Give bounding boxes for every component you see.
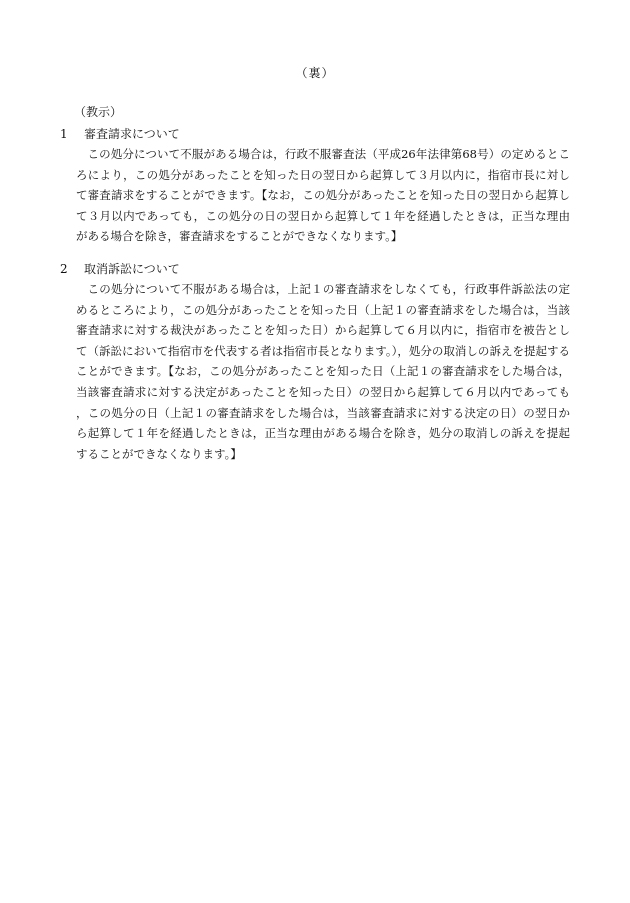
page-side-label: （裏） bbox=[295, 66, 335, 80]
section-revocation-suit bbox=[60, 259, 570, 464]
section-heading bbox=[60, 124, 570, 144]
section-title: 取消訴訟について bbox=[84, 262, 180, 276]
section-heading bbox=[60, 259, 570, 279]
section-body: この処分について不服がある場合は，上記１の審査請求をしなくても，行政事件訴訟法の定めるところにより，この処分があったことを知った日（上記１の審査請求をした場合は，当該審査請求に対する裁決があったことを知った日）から起算して６月以内に，指宿市を被告として（訴訟において指宿市を代表する者は指宿市長となります。），処分の取消しの訴えを提起することができます。【なお，この処分があったことを知った日（上記１の審査請求をした場合は，当該審査請求に対する決定があったことを知った日）の翌日から起算して６月以内であっても，この処分の日（上記１の審査請求をした場合は，当該審査請求に対する決定の日）の翌日から起算して１年を経過したときは，正当な理由がある場合を除き，処分の取消しの訴えを提起することができなくなります。】 bbox=[76, 282, 570, 461]
notice-label: （教示） bbox=[74, 105, 123, 119]
section-appeal bbox=[60, 124, 570, 247]
section-title: 審査請求について bbox=[84, 127, 180, 141]
section-number: 1 bbox=[60, 127, 68, 141]
section-body: この処分について不服がある場合は，行政不服審査法（平成26年法律第68号）の定めるところにより，この処分があったことを知った日の翌日から起算して３月以内に，指宿市長に対して審査請求をすることができます。【なお，この処分があったことを知った日の翌日から起算して３月以内であっても，この処分の日の翌日から起算して１年を経過したときは，正当な理由がある場合を除き，審査請求をすることができなくなります。】 bbox=[76, 147, 570, 244]
section-number: 2 bbox=[60, 262, 68, 276]
